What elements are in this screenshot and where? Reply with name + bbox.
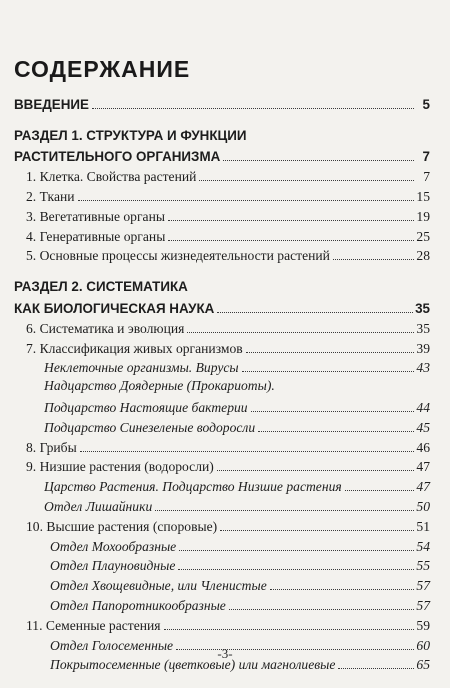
section-heading-1-line1: РАЗДЕЛ 1. СТРУКТУРА И ФУНКЦИИ <box>14 127 247 143</box>
dot-leader <box>168 220 414 221</box>
toc-entry-page: 55 <box>416 558 430 574</box>
toc-entry-page: 65 <box>416 657 430 673</box>
dot-leader <box>164 629 414 630</box>
dot-leader <box>333 259 414 260</box>
toc-entry-page: 43 <box>416 360 430 376</box>
toc-entry-page: 28 <box>416 248 430 264</box>
toc-entry <box>14 186 430 206</box>
toc-entry-label: 11. Семенные растения <box>26 617 161 633</box>
toc-entry-label: КАК БИОЛОГИЧЕСКАЯ НАУКА <box>14 300 215 316</box>
toc-entry-page: 19 <box>416 208 430 224</box>
dot-leader <box>258 431 414 432</box>
toc-entry-intro <box>14 94 430 114</box>
toc-entry-page: 5 <box>422 96 430 112</box>
toc-entry-page: 50 <box>416 498 430 514</box>
toc-entry-page: 57 <box>416 578 430 594</box>
toc-entry-label: 3. Вегетативные органы <box>26 208 165 224</box>
toc-entry-label: 6. Систематика и эволюция <box>26 320 185 336</box>
toc-subentry <box>14 397 430 417</box>
toc-entry-label: Подцарство Настоящие бактерии <box>44 399 248 415</box>
toc-entry-page: 54 <box>416 538 430 554</box>
toc-entry-page: 59 <box>416 617 430 633</box>
toc-entry <box>14 318 430 338</box>
toc-entry <box>14 457 430 477</box>
dot-leader <box>178 569 414 570</box>
toc-entry-label: 1. Клетка. Свойства растений <box>26 169 197 185</box>
toc-subentry <box>14 595 430 615</box>
toc-entry-page: 47 <box>416 459 430 475</box>
section-heading-1-line2 <box>14 147 430 167</box>
page-number: -3- <box>217 646 233 661</box>
dot-leader <box>338 668 414 669</box>
toc-entry-label: Отдел Хвощевидные, или Членистые <box>50 578 267 594</box>
dot-leader <box>217 312 413 313</box>
toc-entry-page: 51 <box>416 518 430 534</box>
toc-entry <box>14 437 430 457</box>
toc-entry-label: 2. Ткани <box>26 188 75 204</box>
section-heading-2-line1: РАЗДЕЛ 2. СИСТЕМАТИКА <box>14 279 188 295</box>
toc-entry-label: ВВЕДЕНИЕ <box>14 96 89 112</box>
toc-entry-page: 7 <box>422 149 430 165</box>
dot-leader <box>155 510 414 511</box>
toc-subentry <box>14 536 430 556</box>
toc-entry-page: 47 <box>416 479 430 495</box>
toc-entry-label: Отдел Папоротникообразные <box>50 597 226 613</box>
toc-entry <box>14 166 430 186</box>
table-of-contents <box>14 94 430 674</box>
toc-entry-label: 10. Высшие растения (споровые) <box>26 518 218 534</box>
toc-entry <box>14 615 430 635</box>
toc-entry-label: Отдел Лишайники <box>44 498 153 514</box>
toc-entry <box>14 226 430 246</box>
toc-entry-label: 8. Грибы <box>26 439 77 455</box>
toc-entry-page: 35 <box>415 300 430 316</box>
dot-leader <box>220 530 414 531</box>
toc-entry-label: Отдел Голосеменные <box>50 637 174 653</box>
dot-leader <box>179 550 414 551</box>
toc-entry-label: Подцарство Синезеленые водоросли <box>44 419 256 435</box>
dot-leader <box>92 108 414 109</box>
toc-entry-label: РАСТИТЕЛЬНОГО ОРГАНИЗМА <box>14 149 221 165</box>
dot-leader <box>187 332 414 333</box>
dot-leader <box>199 180 414 181</box>
toc-entry-label: Царство Растения. Подцарство Низшие растения <box>44 479 342 495</box>
toc-subentry <box>14 575 430 595</box>
toc-entry-page: 7 <box>423 169 430 185</box>
toc-entry-label: Покрытосеменные (цветковые) или магнолиевые <box>50 657 336 673</box>
toc-subentry <box>14 496 430 516</box>
dot-leader <box>168 240 414 241</box>
page-title: СОДЕРЖАНИЕ <box>14 56 191 82</box>
dot-leader <box>246 352 414 353</box>
toc-entry <box>14 246 430 266</box>
dot-leader <box>229 609 414 610</box>
dot-leader <box>78 200 414 201</box>
toc-entry-label: 9. Низшие растения (водоросли) <box>26 459 214 475</box>
toc-subentry-heading: Надцарство Доядерные (Прокариоты). <box>44 378 275 394</box>
toc-entry-page: 45 <box>416 419 430 435</box>
toc-entry <box>14 516 430 536</box>
toc-entry-page: 39 <box>416 340 430 356</box>
toc-entry-label: 7. Классификация живых организмов <box>26 340 243 356</box>
toc-entry-label: Неклеточные организмы. Вирусы <box>44 360 239 376</box>
toc-entry-label: Отдел Плауновидные <box>50 558 176 574</box>
toc-entry-page: 60 <box>416 637 430 653</box>
toc-entry-page: 35 <box>416 320 430 336</box>
toc-entry-page: 15 <box>416 188 430 204</box>
toc-entry-label: Отдел Мохообразные <box>50 538 177 554</box>
toc-entry-page: 44 <box>416 399 430 415</box>
toc-subentry <box>14 417 430 437</box>
toc-entry <box>14 338 430 358</box>
dot-leader <box>223 160 414 161</box>
toc-entry <box>14 206 430 226</box>
dot-leader <box>242 371 414 372</box>
section-heading-2-line2 <box>14 298 430 318</box>
toc-entry-page: 57 <box>416 597 430 613</box>
toc-entry-label: 5. Основные процессы жизнедеятельности растений <box>26 248 330 264</box>
toc-entry-label: 4. Генеративные органы <box>26 228 166 244</box>
dot-leader <box>270 589 414 590</box>
dot-leader <box>251 411 414 412</box>
toc-subentry <box>14 556 430 576</box>
toc-entry-page: 46 <box>416 439 430 455</box>
toc-entry-page: 25 <box>416 228 430 244</box>
dot-leader <box>345 490 414 491</box>
toc-subentry <box>14 476 430 496</box>
dot-leader <box>217 470 414 471</box>
toc-subentry <box>14 358 430 378</box>
dot-leader <box>80 451 414 452</box>
